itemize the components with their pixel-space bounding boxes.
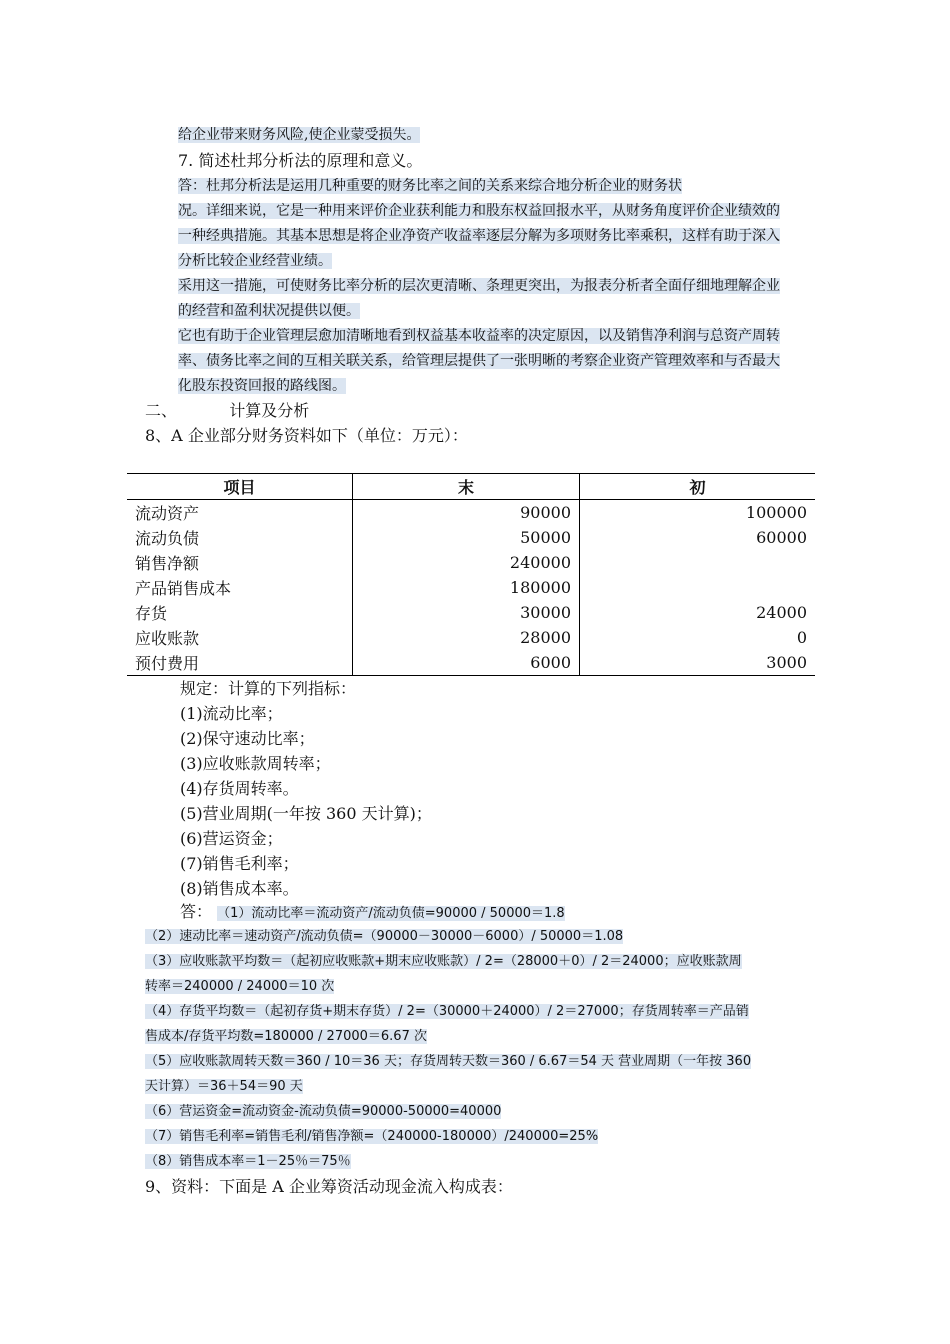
table-header-row [127,474,815,500]
answer-7-body [178,199,808,399]
section-number: 二、 [145,401,178,420]
answer-7 [178,174,808,199]
question-7-text: 7. 简述杜邦分析法的原理和意义。 [178,151,423,170]
row-begin-value: 60000 [580,525,816,550]
section-title: 计算及分析 [229,401,310,420]
requirement-item: (1)流动比率； [180,704,283,723]
section-heading [145,398,309,423]
row-label: 销售净额 [135,554,200,573]
answer-7-line: 一种经典措施。其基本思想是将企业净资产收益率逐层分解为多项财务比率乘积，这样有助于深入 [178,228,780,244]
table-row [127,650,815,676]
row-label: 产品销售成本 [135,579,232,598]
answer-7-line: 分析比较企业经营业绩。 [178,253,332,269]
question-8-title: 8、A 企业部分财务资料如下（单位：万元）： [145,426,468,445]
row-end-value: 180000 [353,575,580,600]
requirement-item: (3)应收账款周转率； [180,754,331,773]
header-item: 项目 [127,474,353,500]
financial-data-table [127,473,815,676]
requirement-item: (6)营运资金； [180,829,283,848]
answer-line: （5）应收账款周转天数＝360 / 10＝36 天；存货周转天数＝360 / 6.67＝54 天 营业周期（一年按 360 [145,1054,752,1069]
answer-7-line: 况。详细来说，它是一种用来评价企业获利能力和股东权益回报水平，从财务角度评价企业绩效的 [178,203,780,219]
answer-line: 转率＝240000 / 24000＝10 次 [145,979,335,994]
table-row [127,550,815,575]
row-begin-value: 24000 [580,600,816,625]
answer-7-line: 它也有助于企业管理层愈加清晰地看到权益基本收益率的决定原因，以及销售净利润与总资产周转 [178,328,780,344]
answer-line: （7）销售毛利率=销售毛利/销售净额=（240000-180000）/240000=25% [145,1129,599,1144]
requirement-intro: 规定：计算的下列指标： [180,679,357,698]
answer-line: 天计算）＝36＋54＝90 天 [145,1079,303,1094]
table-row [127,500,815,526]
row-begin-value: 3000 [580,650,816,676]
question-7 [178,148,422,173]
answer-line: （3）应收账款平均数＝（起初应收账款+期末应收账款）/ 2=（28000＋0）/ 2＝24000；应收账款周 [145,954,742,969]
header-begin: 初 [580,474,816,500]
answer-7-line: 的经营和盈利状况提供以便。 [178,303,360,319]
row-end-value: 30000 [353,600,580,625]
answer-8-first [180,899,565,924]
answer-7-line: 率、债务比率之间的互相关联关系，给管理层提供了一张明晰的考察企业资产管理效率和与否最大 [178,353,780,369]
row-end-value: 6000 [353,650,580,676]
row-label: 预付费用 [127,650,353,676]
answer-7-line: 答：杜邦分析法是运用几种重要的财务比率之间的关系来综合地分析企业的财务状 [178,178,682,194]
row-end-value: 90000 [353,500,580,526]
continuation-line: 给企业带来财务风险,使企业蒙受损失。 [178,127,421,143]
header-end: 末 [353,474,580,500]
row-begin-value [580,550,816,575]
requirement-item: (4)存货周转率。 [180,779,299,798]
answer-7-line: 化股东投资回报的路线图。 [178,378,346,394]
requirement-item: (8)销售成本率。 [180,879,299,898]
answer-7-line: 采用这一措施，可使财务比率分析的层次更清晰、条理更突出，为报表分析者全面仔细地理解企业 [178,278,780,294]
row-end-value: 50000 [353,525,580,550]
row-begin-value: 100000 [580,500,816,526]
row-begin-value: 0 [580,625,816,650]
answer-line: （6）营运资金=流动资金-流动负债=90000-50000=40000 [145,1104,502,1119]
answer-line: （1）流动比率＝流动资产/流动负债=90000 / 50000＝1.8 [217,906,565,921]
table-row [127,525,815,550]
answer-label: 答： [180,902,213,921]
answer-line: （4）存货平均数＝（起初存货+期末存货）/ 2=（30000＋24000）/ 2＝27000；存货周转率＝产品销 [145,1004,749,1019]
requirement-item: (2)保守速动比率； [180,729,315,748]
table-row [127,600,815,625]
row-end-value: 240000 [353,550,580,575]
requirement-item: (5)营业周期(一年按 360 天计算)； [180,804,432,823]
row-end-value: 28000 [353,625,580,650]
row-begin-value [580,575,816,600]
table-row [127,625,815,650]
answer-line: （2）速动比率＝速动资产/流动负债=（90000－30000－6000）/ 50000＝1.08 [145,929,624,944]
question-8 [145,423,468,448]
question-9 [145,1174,513,1199]
requirement-item: (7)销售毛利率； [180,854,299,873]
row-label: 流动资产 [135,504,200,523]
answer-line: 售成本/存货平均数=180000 / 27000＝6.67 次 [145,1029,427,1044]
table-row [127,575,815,600]
question-9-title: 9、资料：下面是 A 企业筹资活动现金流入构成表： [145,1177,513,1196]
row-label: 应收账款 [135,629,200,648]
answer-line: （8）销售成本率＝1－25％＝75％ [145,1154,351,1169]
row-label: 流动负债 [135,529,200,548]
answer-8-body [145,924,810,1174]
requirements [180,676,432,901]
row-label: 存货 [135,604,168,623]
continuation-text [178,123,420,148]
